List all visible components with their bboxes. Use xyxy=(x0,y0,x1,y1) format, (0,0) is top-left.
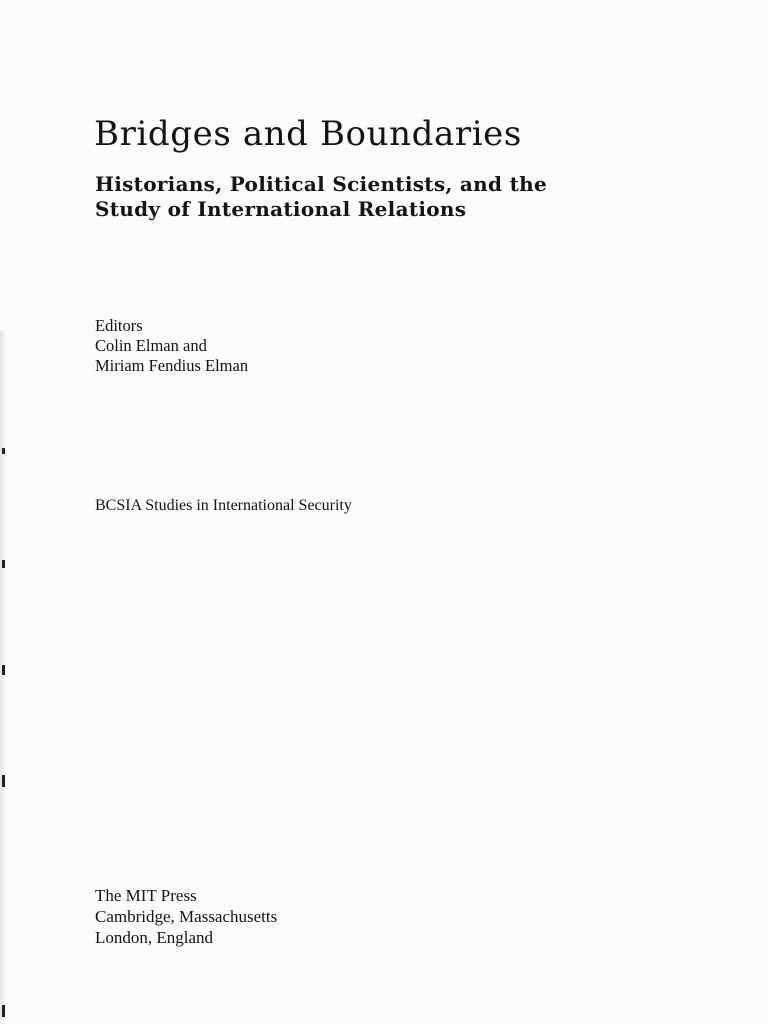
scan-mark xyxy=(2,665,5,675)
editors-heading: Editors xyxy=(95,316,143,335)
book-subtitle xyxy=(95,172,655,222)
editor-name: Colin Elman and xyxy=(95,336,207,355)
publisher-block xyxy=(95,885,277,948)
editors-block xyxy=(95,316,248,376)
scan-mark xyxy=(2,448,5,454)
series-name: BCSIA Studies in International Security xyxy=(95,497,352,514)
scan-edge-shadow xyxy=(0,330,6,1020)
scan-mark xyxy=(2,775,5,787)
subtitle-line: Study of International Relations xyxy=(95,197,467,221)
publisher-city: Cambridge, Massachusetts xyxy=(95,907,278,926)
scan-mark xyxy=(2,1005,5,1017)
publisher-name: The MIT Press xyxy=(95,886,197,905)
editor-name: Miriam Fendius Elman xyxy=(95,356,249,375)
scan-mark xyxy=(2,560,5,568)
subtitle-line: Historians, Political Scientists, and the xyxy=(95,172,547,196)
publisher-city: London, England xyxy=(95,928,214,947)
book-title: Bridges and Boundaries xyxy=(94,114,522,154)
